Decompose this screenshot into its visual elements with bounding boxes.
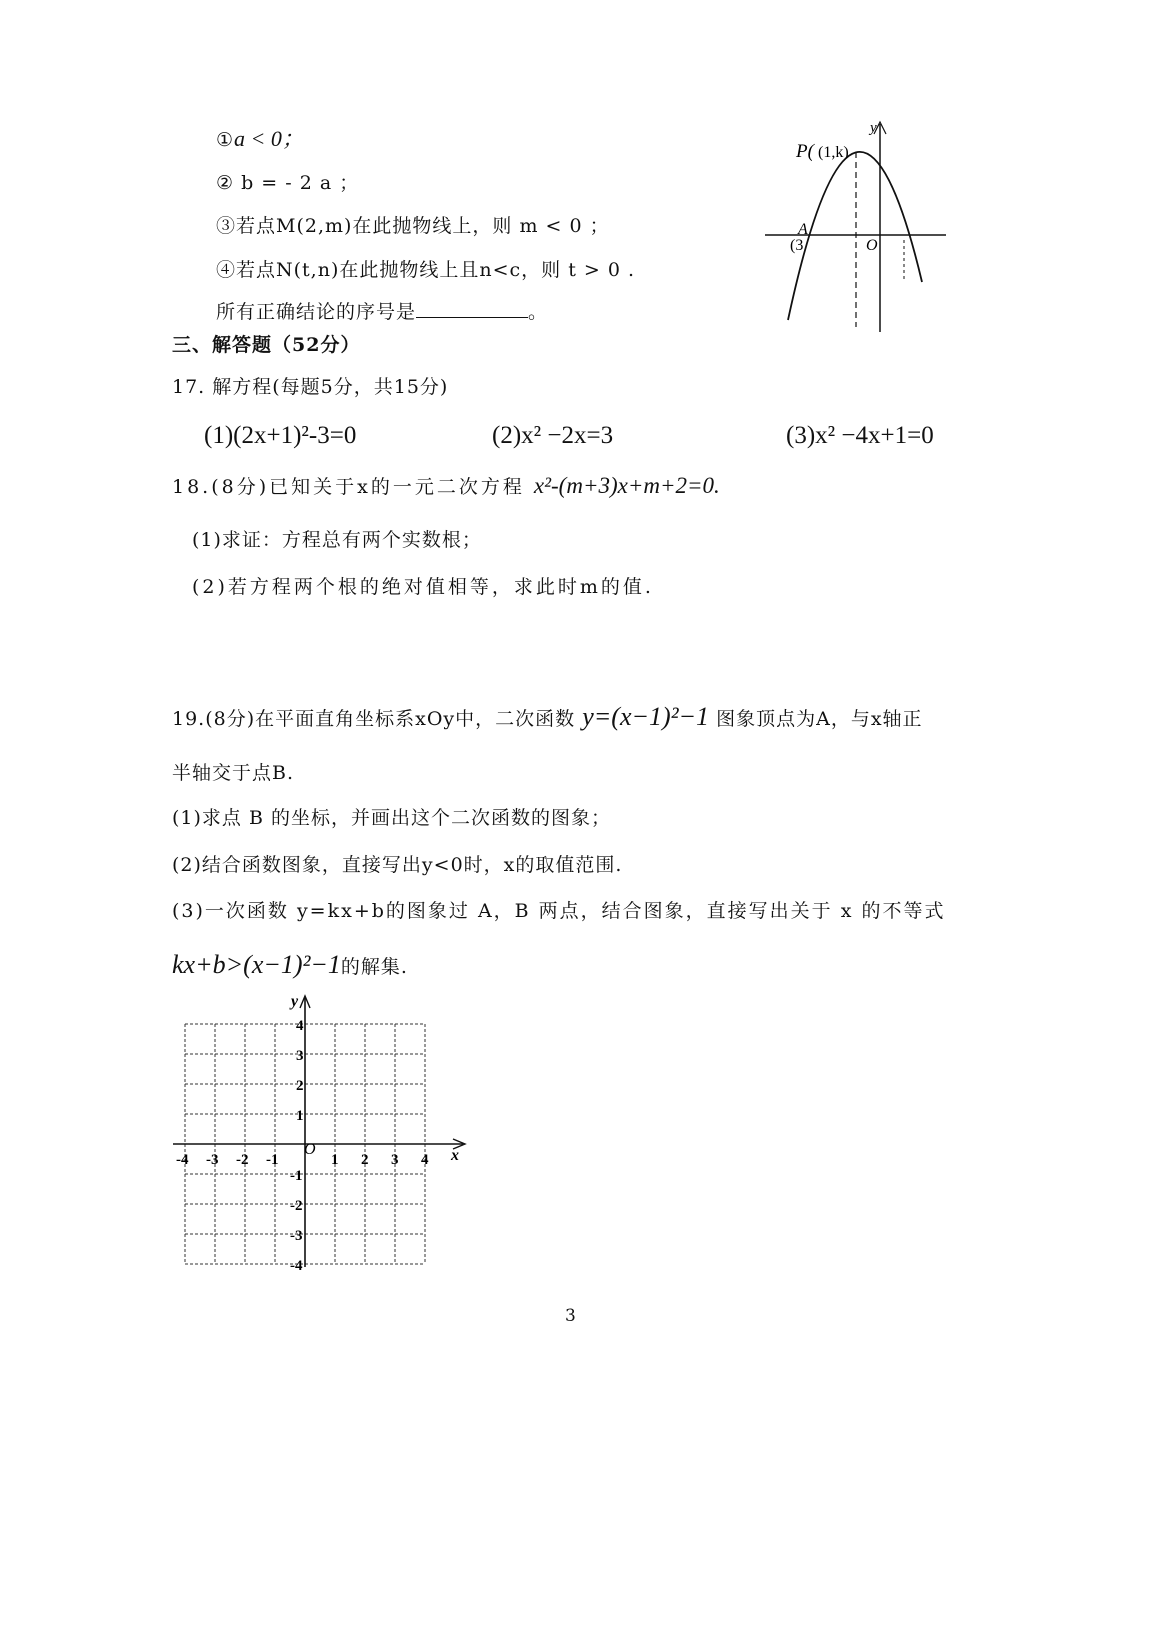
circled-1: ① [216, 129, 235, 151]
q19-function: y=(x−1)²−1 [582, 702, 710, 731]
grid-x-label: x [451, 1147, 459, 1164]
conclusion-1 [216, 122, 304, 153]
x-tick-label: 2 [361, 1152, 369, 1168]
q19-stem-line2: 半轴交于点B. [172, 762, 295, 784]
q18-stem [172, 472, 720, 499]
q18-part1: (1)求证：方程总有两个实数根； [192, 529, 482, 551]
grid-axes [173, 996, 465, 1267]
q18-stem-text: 18.(8分)已知关于x的一元二次方程 [172, 476, 525, 498]
q17-stem: 17. 解方程(每题5分，共15分) [172, 376, 449, 398]
conclusion-1-math: a < 0； [234, 126, 304, 151]
y-tick-label: -4 [290, 1258, 303, 1274]
x-tick-label: 1 [331, 1152, 339, 1168]
y-tick-label: -1 [290, 1168, 303, 1184]
label-a-coords: (3 [790, 237, 804, 254]
x-tick-label: -1 [266, 1152, 279, 1168]
page-number: 3 [565, 1306, 576, 1326]
conclusion-4: ④若点N(t,n)在此抛物线上且n<c，则 t > 0 . [216, 259, 636, 281]
q17-eq3: (3)x² −4x+1=0 [786, 422, 934, 449]
conclusion-2: ② b = - 2 a ； [216, 172, 360, 194]
y-tick-label: 1 [296, 1108, 304, 1124]
q19-stem-b: 图象顶点为A，与x轴正 [716, 708, 923, 730]
x-tick-label: 4 [421, 1152, 429, 1168]
label-a: A [798, 221, 808, 238]
answer-blank[interactable] [416, 299, 528, 318]
label-p-coords: (1,k) [818, 144, 849, 161]
y-tick-label: 4 [296, 1018, 304, 1034]
y-tick-label: -3 [290, 1228, 303, 1244]
x-tick-label: -4 [176, 1152, 189, 1168]
q19-inequality-line [172, 950, 408, 980]
q19-part2: (2)结合函数图象，直接写出y<0时，x的取值范围. [172, 854, 623, 876]
x-tick-label: 3 [391, 1152, 399, 1168]
conclusion-3: ③若点M(2,m)在此抛物线上，则 m < 0 ； [216, 215, 610, 237]
x-tick-label: -2 [236, 1152, 249, 1168]
q18-equation: x²-(m+3)x+m+2=0. [533, 473, 720, 498]
grid-y-label: y [291, 993, 299, 1010]
label-y: y [870, 120, 877, 136]
q17-eq2: (2)x² −2x=3 [492, 422, 614, 449]
answer-prompt-text: 所有正确结论的序号是 [216, 301, 417, 323]
label-o: O [866, 237, 878, 254]
q19-inequality: kx+b>(x−1)²−1 [172, 950, 341, 979]
q19-part1: (1)求点 B 的坐标，并画出这个二次函数的图象； [172, 807, 611, 829]
label-p: P( [796, 141, 814, 162]
q19-inequality-tail: 的解集. [340, 956, 408, 978]
answer-prompt [216, 297, 548, 324]
answer-prompt-end: 。 [528, 301, 549, 323]
parabola-figure [760, 112, 950, 337]
q17-eq1: (1)(2x+1)²-3=0 [204, 422, 357, 449]
y-tick-label: 3 [296, 1048, 304, 1064]
y-tick-label: 2 [296, 1078, 304, 1094]
q19-part3: (3)一次函数 y=kx+b的图象过 A，B 两点，结合图象，直接写出关于 x 的不等式 [172, 900, 946, 922]
section-3-title: 三、解答题（52分） [172, 334, 361, 356]
q18-part2: (2)若方程两个根的绝对值相等，求此时m的值. [192, 576, 654, 598]
q19-stem-a: 19.(8分)在平面直角坐标系xOy中，二次函数 [172, 708, 576, 730]
y-tick-label: -2 [290, 1198, 303, 1214]
grid-labels [176, 993, 459, 1274]
x-tick-label: -3 [206, 1152, 219, 1168]
coordinate-grid[interactable] [165, 992, 485, 1277]
parabola-curve [788, 152, 922, 320]
q19-stem-line1 [172, 702, 923, 732]
grid-origin-label: O [304, 1141, 316, 1158]
